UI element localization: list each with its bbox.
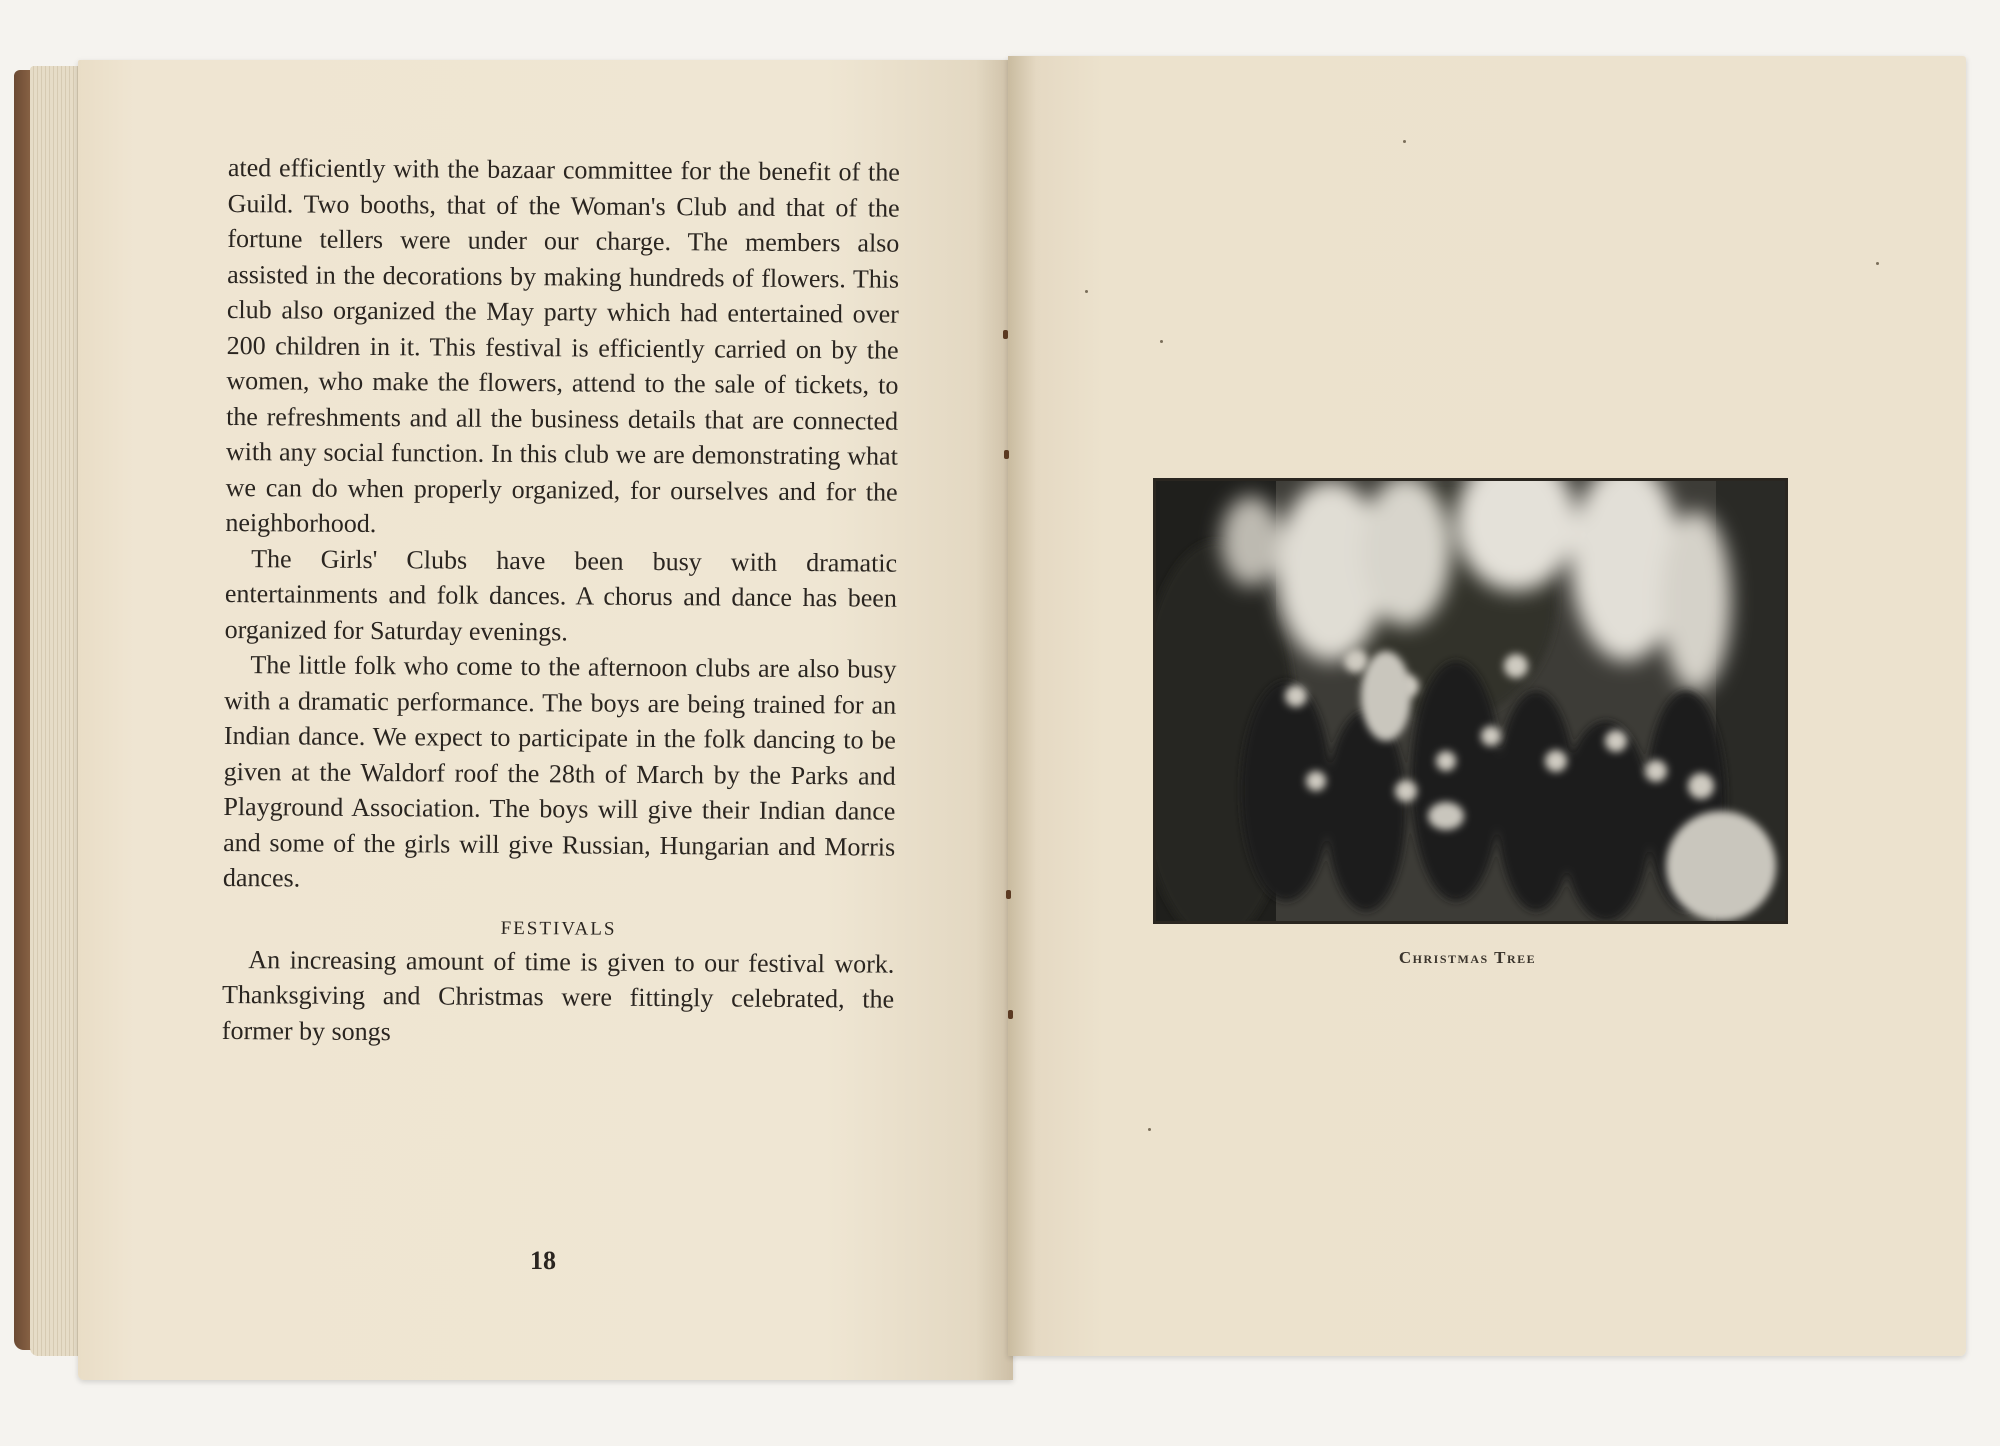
page-number: 18 xyxy=(530,1246,556,1275)
section-heading: FESTIVALS xyxy=(500,917,617,940)
christmas-tree-photograph xyxy=(1153,478,1788,924)
binding-stitch xyxy=(1006,890,1011,899)
body-text xyxy=(222,150,900,1053)
paper-speck xyxy=(1403,140,1406,143)
paper-speck xyxy=(1876,262,1879,265)
paragraph: The little folk who come to the afternoon clubs are also busy with a dramatic performance. The boys are being trained for an Indian dance. We expect to participate in the folk dancing to be given at the Waldorf roof the 28th of March by the Parks and Playground Association. The boys will give their Indian dance and some of the girls will give Russian, Hungarian and Morris dances. xyxy=(222,650,897,893)
paper-speck xyxy=(1148,1128,1151,1131)
binding-stitch xyxy=(1004,450,1009,459)
photo-caption: Christmas Tree xyxy=(1398,948,1537,967)
binding-stitch xyxy=(1003,330,1008,339)
paragraph: The Girls' Clubs have been busy with dramatic entertainments and folk dances. A chorus and dance has been organized for Saturday evenings. xyxy=(224,543,898,646)
paragraph: An increasing amount of time is given to our festival work. Thanksgiving and Christmas were fittingly celebrated, the former by songs xyxy=(221,944,895,1046)
photo-image xyxy=(1156,481,1785,921)
paragraph: ated efficiently with the bazaar committee for the benefit of the Guild. Two booths, that of the Woman's Club and that of the fortune tellers were under our charge. The members also assisted in the decorations by making hundreds of flowers. This club also organized the May party which had entertained over 200 children in it. This festival is efficiently carried on by the women, who make the flowers, attend to the sale of tickets, to the refreshments and all the business details that are connected with any social function. In this club we are demonstrating what we can do when properly organized, for ourselves and for the neighborhood. xyxy=(225,152,900,539)
paper-speck xyxy=(1085,290,1088,293)
paper-speck xyxy=(1160,340,1163,343)
binding-stitch xyxy=(1008,1010,1013,1019)
